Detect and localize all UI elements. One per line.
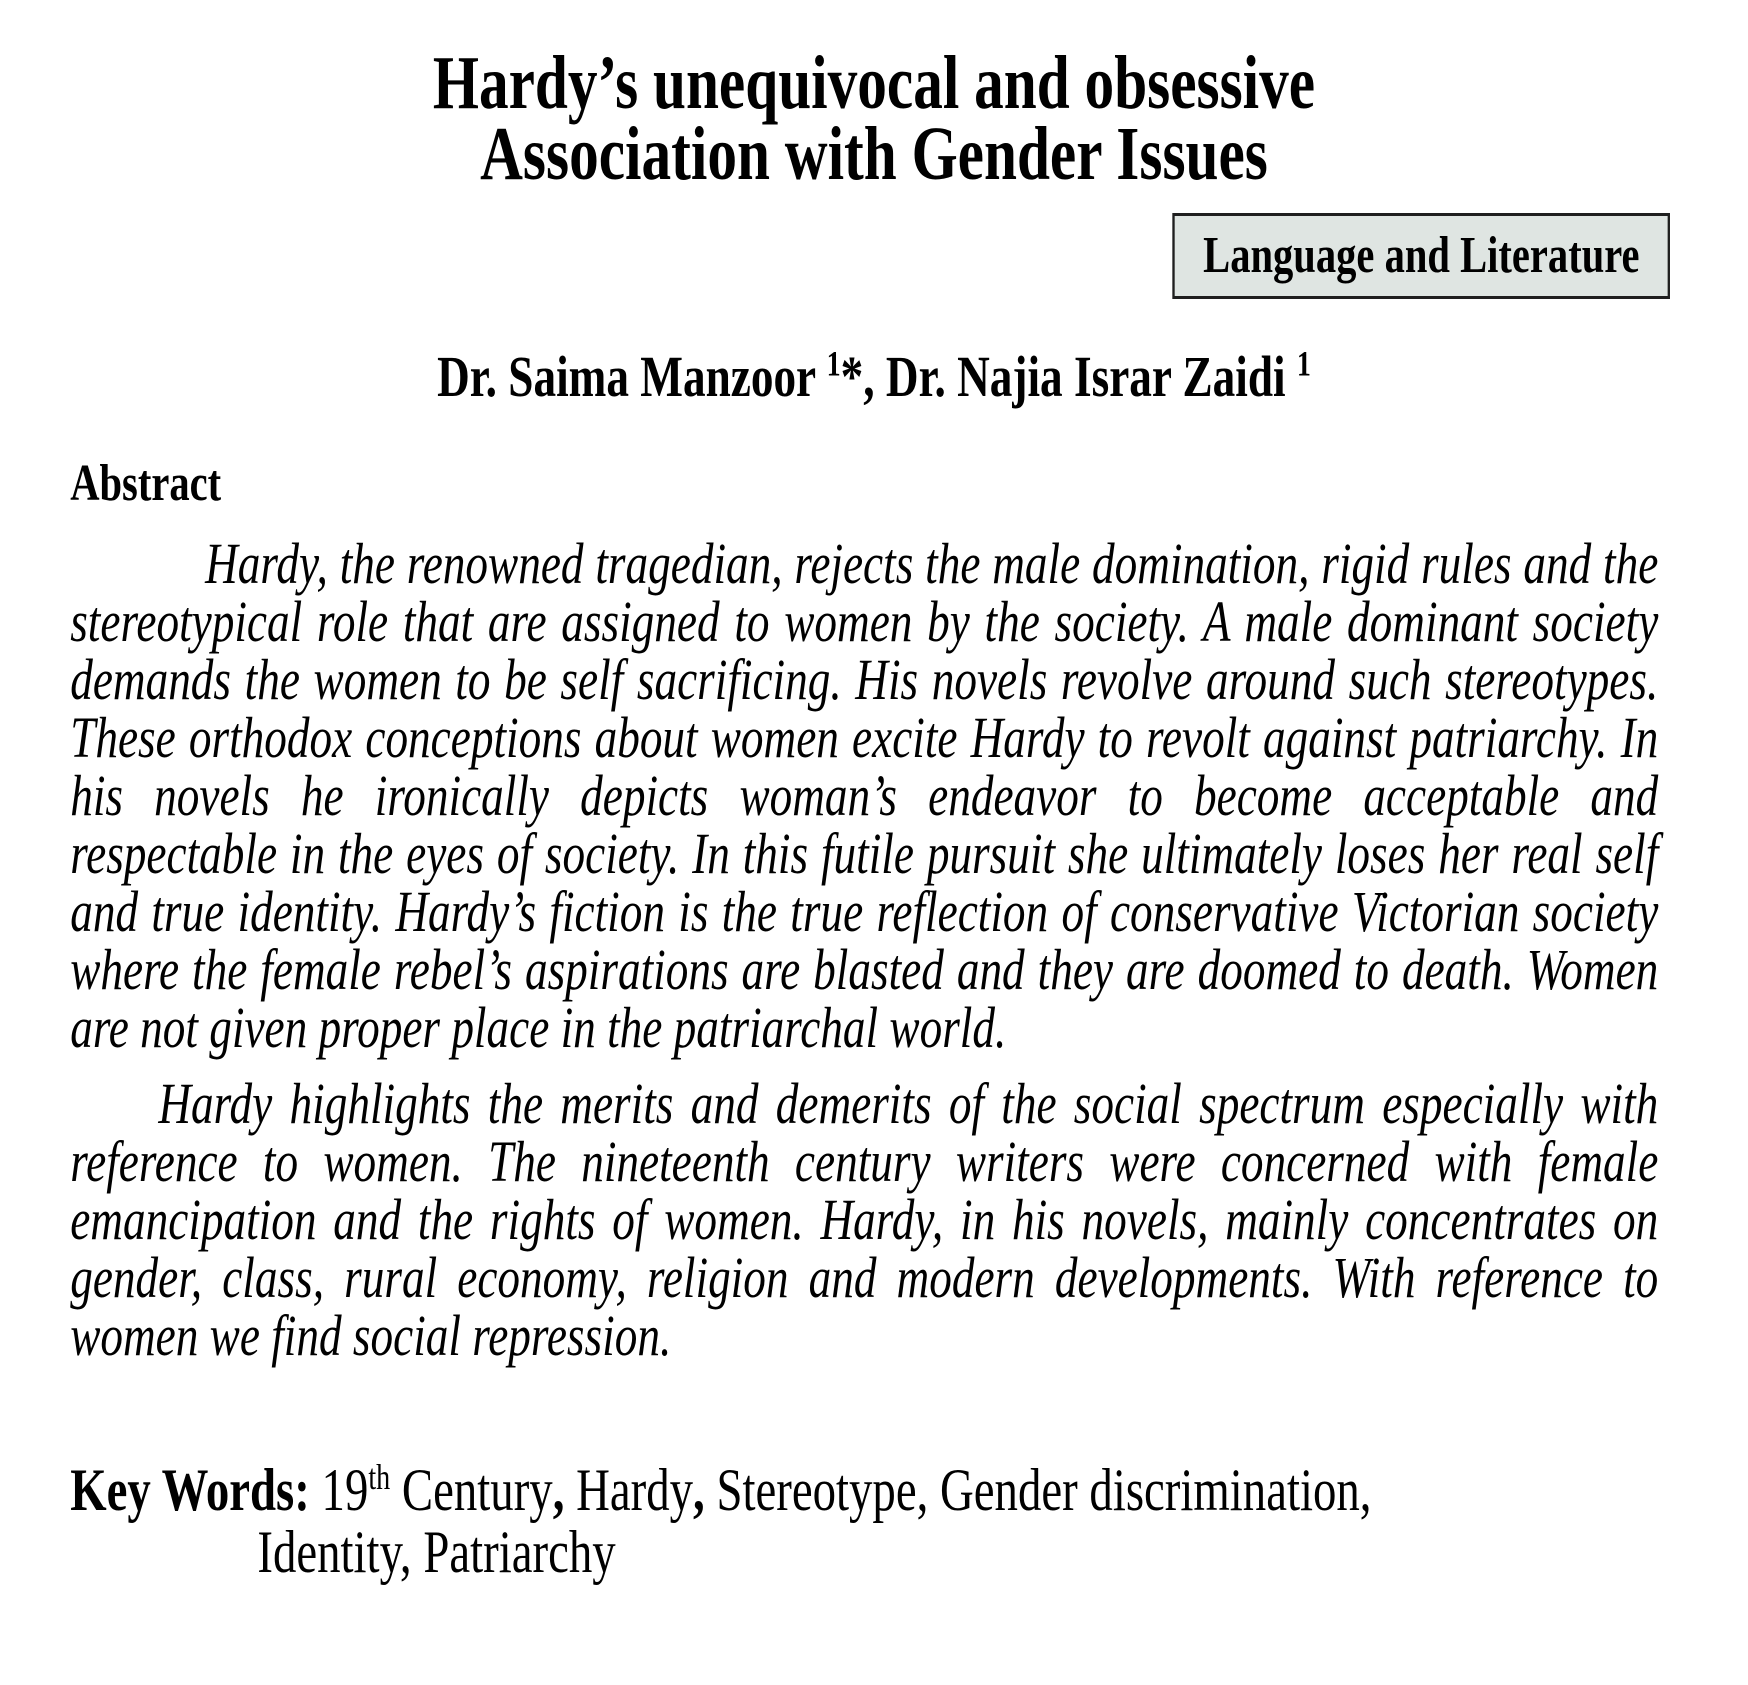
author-2-name: Dr. Najia Israr Zaidi [885,344,1286,409]
category-badge-row [0,213,1748,299]
keywords-section [70,1459,1658,1583]
paper-title-line2: Association with Gender Issues [480,112,1268,196]
category-badge: Language and Literature [1173,213,1670,299]
abstract-heading: Abstract [70,455,222,512]
paper-title [0,41,1748,196]
keywords-line-1 [70,1459,1658,1521]
author-1-asterisk-separator: *, [840,344,886,409]
keywords-segment-3: Stereotype, Gender discrimination, [704,1457,1372,1523]
abstract-paragraph-2: Hardy highlights the merits and demerits of the social spectrum especially with reference to women. The nineteenth century writers were concerned with female emancipation and the rights of women. Hardy, in his novels, mainly concentrates on gender, class, rural economy, religion and modern developments. With reference to women we find social repression. [70,1071,1659,1368]
keywords-segment-1: Century [390,1457,553,1523]
author-1-superscript: 1 [826,343,841,384]
author-1-name: Dr. Saima Manzoor [437,344,816,409]
keywords-line-2: Identity, Patriarchy [257,1519,616,1585]
keywords-bold-comma-1: , [552,1457,565,1523]
keywords-label: Key Words: [70,1457,310,1523]
keywords-bold-comma-2: , [693,1457,705,1523]
keywords-segment-2: Hardy [564,1457,694,1523]
keywords-number: 19 [321,1457,369,1523]
paper-title-line1: Hardy’s unequivocal and obsessive [432,41,1316,125]
abstract-paragraph-1: Hardy, the renowned tragedian, rejects the male domination, rigid rules and the stereotypical role that are assigned to women by the society. A male dominant society demands the women to be self sacrificing. His novels revolve around such stereotypes. These orthodox conceptions about women excite Hardy to revolt against patriarchy. In his novels he ironically depicts woman’s endeavor to become acceptable and respectable in the eyes of society. In this futile pursuit she ultimately loses her real self and true identity. Hardy’s fiction is the true reflection of conservative Victorian society where the female rebel’s aspirations are blasted and they are doomed to death. Women are not given proper place in the patriarchal world. [70,531,1659,1060]
authors-line [0,345,1748,409]
keywords-ordinal-suffix: th [368,1457,391,1497]
author-2-superscript: 1 [1296,343,1311,384]
